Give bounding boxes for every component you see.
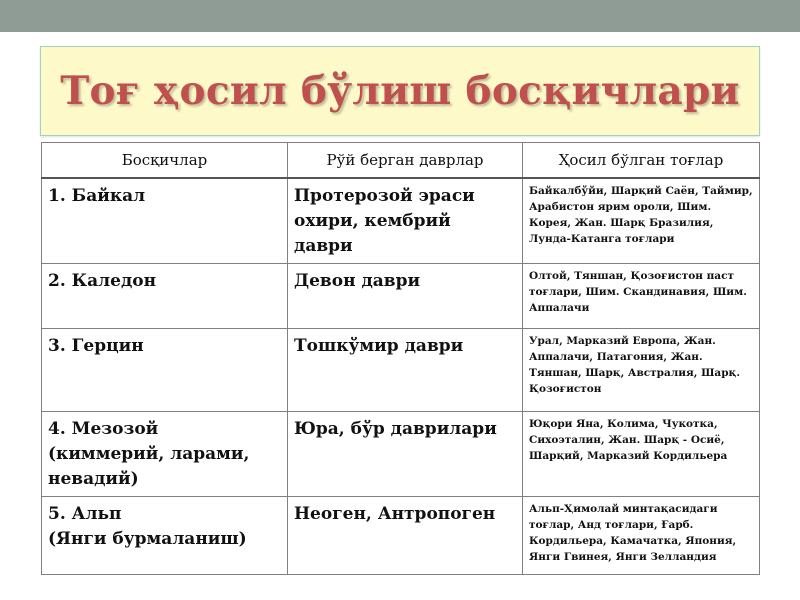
mountains-cell — [523, 497, 760, 575]
table-row — [42, 178, 760, 264]
mountains-cell — [523, 178, 760, 264]
period-cell — [288, 178, 523, 264]
period-cell — [288, 497, 523, 575]
period-cell — [288, 412, 523, 497]
title-box — [40, 46, 760, 136]
mountains-text: Альп-Ҳимолай минтақасидаги — [529, 503, 718, 515]
header-periods: Рўй берган даврлар — [288, 143, 523, 179]
stage-text: 2. Каледон — [48, 271, 157, 291]
stage-text: 1. Байкал — [48, 186, 146, 206]
mountains-text: Лунда-Катанга тоғлари — [529, 233, 675, 245]
mountains-cell — [523, 264, 760, 329]
mountains-text: Шарқий, Марказий Кордильера — [529, 450, 728, 462]
stage-cell — [42, 329, 288, 412]
mountains-text: Қозоғистон — [529, 383, 602, 395]
stage-text: 5. Альп — [48, 504, 122, 524]
top-bar — [0, 0, 800, 32]
mountains-text: Тяншан, Шарқ, Австралия, Шарқ. — [529, 367, 741, 379]
mountains-text: тоғлари, Шим. Скандинавия, Шим. — [529, 286, 747, 298]
table-row — [42, 497, 760, 575]
mountains-text: Сихоэталин, Жан. Шарқ - Осиё, — [529, 434, 725, 446]
mountains-text: Юқори Яна, Колима, Чукотка, — [529, 418, 718, 430]
period-cell — [288, 329, 523, 412]
stage-text: 4. Мезозой — [48, 419, 159, 439]
mountains-text: Арабистон ярим ороли, Шим. — [529, 201, 712, 213]
mountains-text: Аппалачи — [529, 302, 590, 314]
stages-table — [41, 142, 760, 575]
mountains-text: Янги Гвинея, Янги Зелландия — [529, 551, 717, 563]
stage-text: 3. Герцин — [48, 336, 144, 356]
period-text: даври — [294, 236, 353, 256]
period-text: Протерозой эраси — [294, 186, 475, 206]
mountains-text: Корея, Жан. Шарқ Бразилия, — [529, 217, 714, 229]
table-row — [42, 329, 760, 412]
period-text: Юра, бўр даврилари — [294, 419, 497, 439]
table-row — [42, 264, 760, 329]
mountains-text: Аппалачи, Патагония, Жан. — [529, 351, 703, 363]
stage-cell — [42, 264, 288, 329]
page-title: Тоғ ҳосил бўлиш босқичлари — [60, 68, 740, 114]
mountains-text: Урал, Марказий Европа, Жан. — [529, 335, 716, 347]
table-row — [42, 412, 760, 497]
stage-cell — [42, 412, 288, 497]
mountains-cell — [523, 329, 760, 412]
stage-cell — [42, 178, 288, 264]
stage-cell — [42, 497, 288, 575]
mountains-text: Олтой, Тяншан, Қозоғистон паст — [529, 270, 735, 282]
table-header-row — [42, 143, 760, 179]
stage-text: невадий) — [48, 469, 139, 489]
period-text: охири, кембрий — [294, 211, 451, 231]
period-text: Девон даври — [294, 271, 421, 291]
mountains-text: тоғлар, Анд тоғлари, Ғарб. — [529, 519, 694, 531]
header-stages: Босқичлар — [42, 143, 288, 179]
stage-text: (Янги бурмаланиш) — [48, 529, 247, 549]
stage-text: (киммерий, ларами, — [48, 444, 250, 464]
mountains-text: Кордильера, Камачатка, Япония, — [529, 535, 737, 547]
period-cell — [288, 264, 523, 329]
mountains-text: Байкалбўйи, Шарқий Саён, Таймир, — [529, 185, 753, 197]
mountains-cell — [523, 412, 760, 497]
period-text: Тошкўмир даври — [294, 336, 464, 356]
header-mountains: Ҳосил бўлган тоғлар — [523, 143, 760, 179]
period-text: Неоген, Антропоген — [294, 504, 496, 524]
